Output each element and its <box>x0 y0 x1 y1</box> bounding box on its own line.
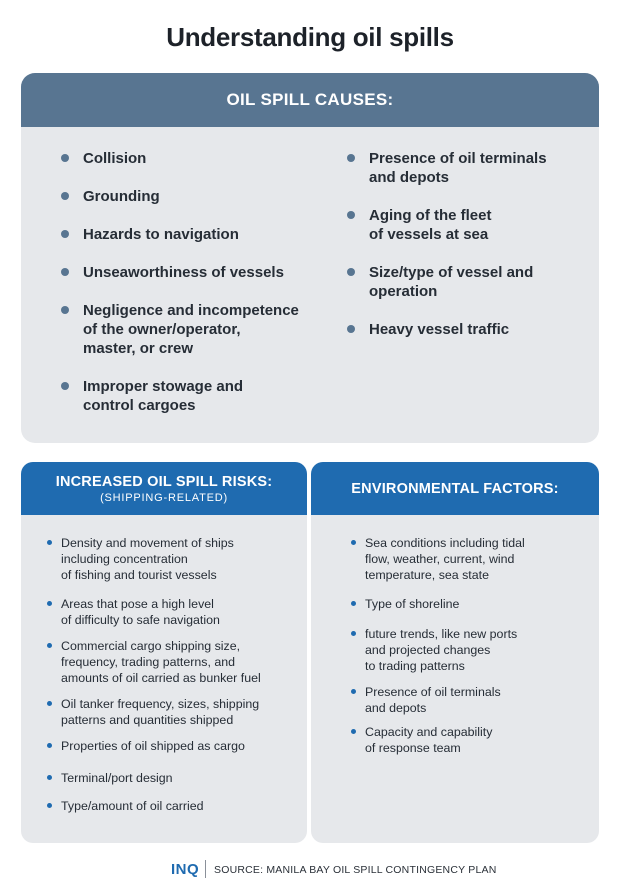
bullet-line: Presence of oil terminals <box>369 150 547 167</box>
bullet-line: Aging of the fleet <box>369 207 492 224</box>
bullet-line: and projected changes <box>365 643 491 657</box>
cause-item <box>61 301 321 358</box>
bullet-line: Type/amount of oil carried <box>61 799 204 813</box>
risk-item <box>47 738 245 754</box>
bullet-icon <box>351 540 356 545</box>
risks-panel <box>21 462 307 843</box>
bullet-icon <box>47 701 52 706</box>
bullet-icon <box>347 211 355 219</box>
bullet-line: of difficulty to safe navigation <box>61 613 220 627</box>
risk-item <box>47 696 259 728</box>
bullet-line: Areas that pose a high level <box>61 597 214 611</box>
risk-item <box>47 798 204 814</box>
cause-item <box>61 149 321 168</box>
bullet-line: temperature, sea state <box>365 568 489 582</box>
environment-header-title: ENVIRONMENTAL FACTORS: <box>351 480 559 497</box>
risks-header <box>21 462 307 515</box>
bullet-line: Commercial cargo shipping size, <box>61 639 241 653</box>
cause-item <box>61 187 321 206</box>
causes-header: OIL SPILL CAUSES: <box>21 73 599 127</box>
bullet-line: of vessels at sea <box>369 226 489 243</box>
environment-item <box>351 626 517 674</box>
bullet-line: of the owner/operator, <box>83 321 241 338</box>
bullet-icon <box>61 306 69 314</box>
environment-item <box>351 724 492 756</box>
bullet-icon <box>347 154 355 162</box>
bullet-line: including concentration <box>61 552 188 566</box>
cause-item <box>347 149 587 187</box>
cause-item <box>61 225 321 244</box>
bullet-icon <box>47 803 52 808</box>
bullet-line: Collision <box>83 150 147 167</box>
causes-right-column <box>347 149 587 339</box>
bullet-icon <box>351 631 356 636</box>
bullet-line: frequency, trading patterns, and <box>61 655 236 669</box>
bullet-line: Density and movement of ships <box>61 536 234 550</box>
bullet-line: and depots <box>369 169 450 186</box>
bullet-icon <box>347 325 355 333</box>
bullet-icon <box>61 382 69 390</box>
bullet-line: of response team <box>365 741 461 755</box>
bullet-line: Grounding <box>83 188 160 205</box>
cause-item <box>347 263 587 301</box>
bullet-line: Oil tanker frequency, sizes, shipping <box>61 697 260 711</box>
bullet-icon <box>351 689 356 694</box>
environment-item <box>351 684 501 716</box>
bullet-line: Negligence and incompetence <box>83 302 299 319</box>
bullet-line: Properties of oil shipped as cargo <box>61 739 245 753</box>
bullet-line: Capacity and capability <box>365 725 493 739</box>
risks-header-subtitle: (SHIPPING-RELATED) <box>100 491 228 504</box>
bullet-line: master, or crew <box>83 340 194 357</box>
cause-item <box>347 206 587 244</box>
bullet-icon <box>47 601 52 606</box>
cause-item <box>61 263 321 282</box>
inq-logo: INQ <box>171 861 200 878</box>
footer <box>0 860 620 880</box>
bullet-line: operation <box>369 283 438 300</box>
risk-item <box>47 770 173 786</box>
bullet-icon <box>347 268 355 276</box>
risks-header-title: INCREASED OIL SPILL RISKS: <box>55 473 273 490</box>
bullet-line: to trading patterns <box>365 659 465 673</box>
bullet-line: Terminal/port design <box>61 771 173 785</box>
bullet-icon <box>47 643 52 648</box>
bullet-line: Presence of oil terminals <box>365 685 501 699</box>
bullet-icon <box>351 729 356 734</box>
bullet-line: patterns and quantities shipped <box>61 713 234 727</box>
bullet-icon <box>47 743 52 748</box>
bullet-line: future trends, like new ports <box>365 627 518 641</box>
page-title: Understanding oil spills <box>166 22 454 52</box>
bullet-line: Sea conditions including tidal <box>365 536 525 550</box>
environment-item <box>351 535 525 583</box>
footer-divider <box>205 860 206 878</box>
source-credit: SOURCE: MANILA BAY OIL SPILL CONTINGENCY PLAN <box>214 864 497 876</box>
environment-header <box>311 462 599 515</box>
causes-panel <box>21 73 599 443</box>
bullet-line: control cargoes <box>83 397 196 414</box>
risk-item <box>47 535 234 583</box>
bullet-line: Size/type of vessel and <box>369 264 534 281</box>
environment-item <box>351 596 459 612</box>
bullet-line: Heavy vessel traffic <box>369 321 510 338</box>
bullet-line: of fishing and tourist vessels <box>61 568 217 582</box>
environment-panel <box>311 462 599 843</box>
bullet-line: Hazards to navigation <box>83 226 239 243</box>
bullet-icon <box>61 230 69 238</box>
risk-item <box>47 638 261 686</box>
causes-left-column <box>61 149 321 415</box>
cause-item <box>61 377 321 415</box>
bullet-line: flow, weather, current, wind <box>365 552 515 566</box>
bullet-line: Type of shoreline <box>365 597 460 611</box>
bullet-line: Unseaworthiness of vessels <box>83 264 284 281</box>
bullet-icon <box>61 268 69 276</box>
bullet-icon <box>351 601 356 606</box>
bullet-icon <box>47 775 52 780</box>
bullet-line: amounts of oil carried as bunker fuel <box>61 671 261 685</box>
bullet-icon <box>61 192 69 200</box>
bullet-icon <box>47 540 52 545</box>
bullet-line: and depots <box>365 701 427 715</box>
cause-item <box>347 320 587 339</box>
bullet-icon <box>61 154 69 162</box>
bullet-line: Improper stowage and <box>83 378 244 395</box>
risk-item <box>47 596 220 628</box>
